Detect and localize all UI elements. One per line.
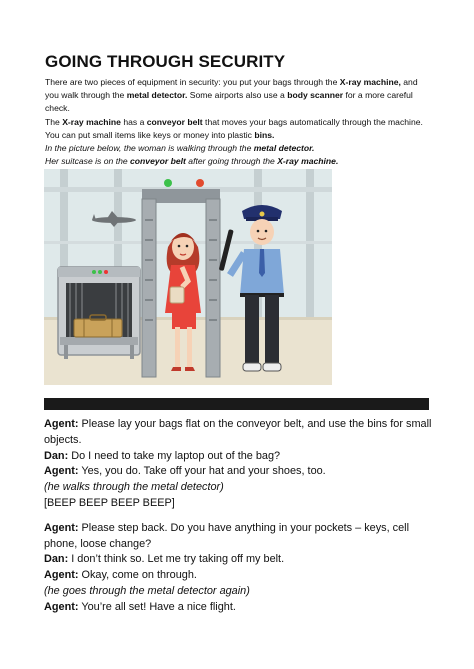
text: has a (120, 116, 147, 127)
text: There are two pieces of equipment in security: you put your bags through the (45, 77, 340, 87)
speaker-label: Dan: (44, 449, 69, 462)
dialogue-line (44, 552, 434, 568)
dialogue-line (44, 568, 434, 584)
dialogue-line (44, 417, 434, 449)
section-divider-bar (44, 398, 429, 410)
text: for a more careful check. (45, 90, 413, 114)
sound-effect: [BEEP BEEP BEEP BEEP] (44, 496, 175, 509)
term-metal-detector: metal detector. (253, 143, 315, 154)
intro-text (45, 76, 431, 168)
term-conveyor-belt: conveyor belt (146, 116, 203, 127)
term-metal-detector: metal detector. (126, 90, 188, 101)
line-text: Please step back. Do you have anything in your pockets – keys, cell phone, loose change? (44, 521, 410, 550)
term-conveyor-belt: conveyor belt (130, 156, 186, 167)
xray-machine (58, 267, 140, 359)
line-text: Please lay your bags flat on the conveyor belt, and use the bins for small objects. (44, 418, 432, 446)
text: after going through the (185, 156, 278, 167)
text: The (45, 116, 63, 127)
term-bins: bins. (254, 129, 275, 140)
speaker-label: Agent: (44, 465, 79, 478)
line-text: Yes, you do. Take off your hat and your shoes, too. (78, 465, 326, 478)
term-xray-machine: X-ray machine, (339, 77, 401, 87)
stage-direction: (he goes through the metal detector again) (44, 584, 250, 597)
term-body-scanner: body scanner (287, 90, 344, 101)
text: and you walk through the (45, 77, 418, 101)
line-text: You’re all set! Have a nice flight. (78, 600, 236, 613)
text: Her suitcase is on the (45, 156, 131, 167)
speaker-label: Agent: (44, 600, 79, 613)
spacer (44, 512, 434, 521)
dialogue-line (44, 600, 434, 616)
dialogue (44, 417, 434, 616)
security-illustration (44, 169, 332, 385)
speaker-label: Dan: (44, 553, 69, 566)
dialogue-line (44, 449, 434, 465)
intro-paragraph-2 (45, 116, 431, 142)
term-xray-machine: X-ray machine (62, 116, 121, 127)
page-title: GOING THROUGH SECURITY (45, 52, 286, 71)
speaker-label: Agent: (44, 418, 79, 430)
text: Some airports also use a (187, 90, 288, 101)
dialogue-line (44, 521, 434, 553)
speaker-label: Agent: (44, 569, 79, 582)
line-text: I don’t think so. Let me try taking off my belt. (68, 553, 285, 566)
text: that moves your bags automatically through the machine. You can put small items like keys or money into plastic (45, 116, 423, 140)
speaker-label: Agent: (44, 521, 79, 534)
dialogue-line (44, 464, 434, 480)
intro-paragraph-3 (45, 142, 431, 155)
stage-direction: (he walks through the metal detector) (44, 481, 224, 494)
line-text: Do I need to take my laptop out of the bag? (68, 449, 281, 462)
term-xray-machine: X-ray machine. (277, 156, 339, 167)
intro-paragraph-1 (45, 76, 431, 116)
text: In the picture below, the woman is walking through the (45, 143, 254, 154)
intro-paragraph-4 (45, 155, 431, 168)
line-text: Okay, come on through. (78, 569, 197, 582)
